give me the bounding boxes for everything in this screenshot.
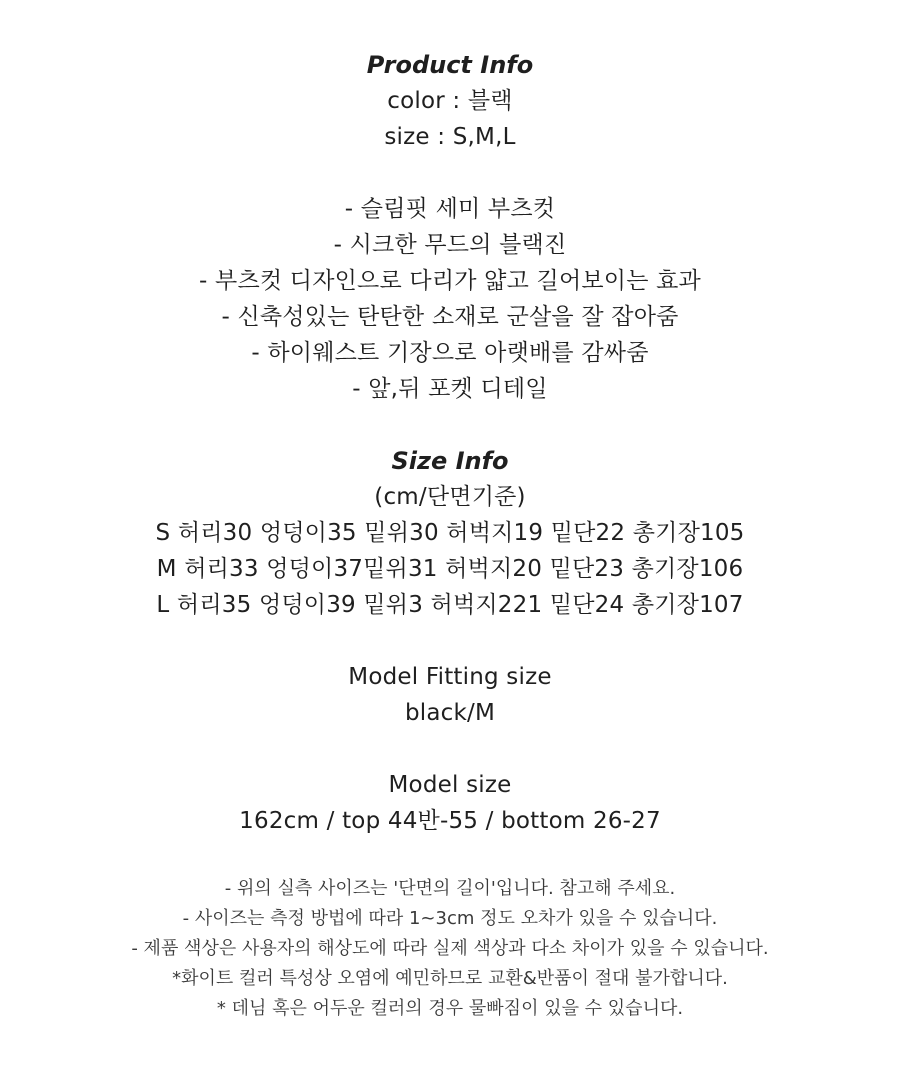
feature-item: - 하이웨스트 기장으로 아랫배를 감싸줌 [251, 340, 649, 366]
product-color: color : 블랙 [387, 88, 513, 114]
size-row-s: S 허리30 엉덩이35 밑위30 허벅지19 밑단22 총기장105 [155, 520, 745, 546]
feature-item: - 시크한 무드의 블랙진 [333, 232, 567, 258]
note-item: - 위의 실측 사이즈는 '단면의 길이'입니다. 참고해 주세요. [224, 878, 676, 899]
model-size-label: Model size [388, 772, 512, 798]
feature-item: - 부츠컷 디자인으로 다리가 얇고 길어보이는 효과 [199, 268, 701, 294]
size-info-heading: Size Info [391, 447, 509, 475]
note-item: *화이트 컬러 특성상 오염에 예민하므로 교환&반품이 절대 불가합니다. [172, 968, 728, 989]
note-item: - 제품 색상은 사용자의 해상도에 따라 실제 색상과 다소 차이가 있을 수 있습니다. [131, 938, 769, 959]
size-row-l: L 허리35 엉덩이39 밑위3 허벅지221 밑단24 총기장107 [156, 592, 744, 618]
size-row-m: M 허리33 엉덩이37밑위31 허벅지20 밑단23 총기장106 [156, 556, 744, 582]
product-sizes: size : S,M,L [384, 124, 516, 150]
feature-item: - 신축성있는 탄탄한 소재로 군살을 잘 잡아줌 [221, 304, 679, 330]
note-item: - 사이즈는 측정 방법에 따라 1~3cm 정도 오차가 있을 수 있습니다. [182, 908, 718, 929]
product-info-heading: Product Info [366, 51, 534, 79]
size-unit: (cm/단면기준) [374, 484, 526, 510]
model-fitting-value: black/M [404, 700, 496, 726]
feature-item: - 슬림핏 세미 부츠컷 [344, 196, 556, 222]
model-fitting-label: Model Fitting size [348, 664, 552, 690]
feature-item: - 앞,뒤 포켓 디테일 [352, 376, 548, 402]
model-size-value: 162cm / top 44반-55 / bottom 26-27 [239, 808, 661, 834]
note-item: * 데님 혹은 어두운 컬러의 경우 물빠짐이 있을 수 있습니다. [216, 998, 684, 1019]
